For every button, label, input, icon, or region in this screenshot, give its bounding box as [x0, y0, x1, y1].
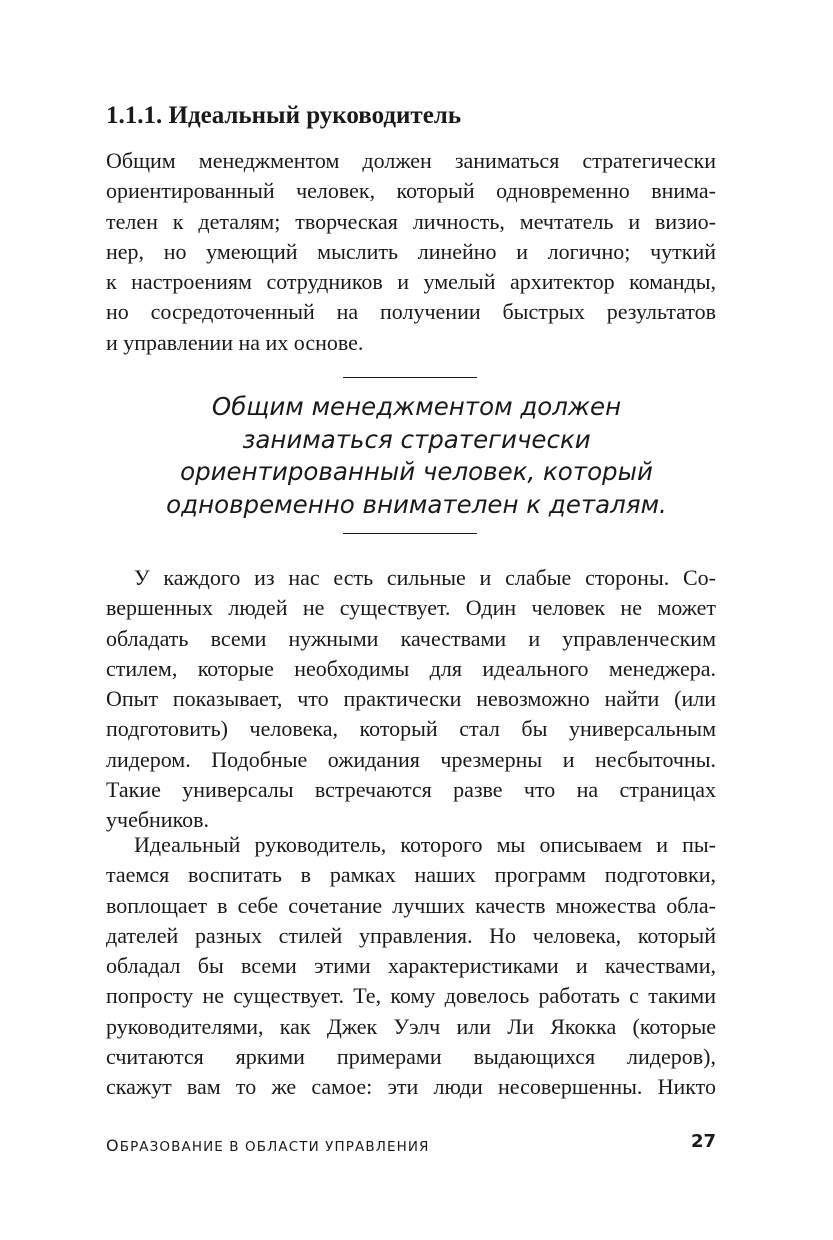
pull-quote-line: ориентированный человек, который: [180, 457, 653, 486]
paragraph-line: скажут вам то же самое: эти люди несовершенны. Никто: [106, 1074, 716, 1100]
paragraph-line: телен к деталям; творческая личность, мечтатель и визио-: [106, 208, 716, 234]
paragraph-intro: [106, 146, 716, 358]
paragraph-line: обладать всеми нужными качествами и управленческим: [106, 625, 716, 651]
paragraph-line: стилем, которые необходимы для идеального менеджера.: [106, 655, 716, 681]
page-number: 27: [690, 1131, 716, 1152]
pull-quote-bottom-rule: [343, 533, 477, 534]
paragraph-line: лидером. Подобные ожидания чрезмерны и несбыточны.: [106, 746, 716, 772]
paragraph-line: но сосредоточенный на получении быстрых результатов: [106, 299, 716, 325]
paragraph-line: к настроениям сотрудников и умелый архитектор команды,: [106, 269, 716, 295]
paragraph-line: Общим менеджментом должен заниматься стратегически: [106, 148, 716, 173]
running-title: [106, 1136, 430, 1155]
section-heading: 1.1.1. Идеальный руководитель: [106, 102, 462, 129]
paragraph-line: Идеальный руководитель, которого мы описываем и пы-: [134, 832, 716, 857]
paragraph-line: руководителями, как Джек Уэлч или Ли Якокка (которые: [106, 1013, 716, 1039]
paragraph-line: Опыт показывает, что практически невозможно найти (или: [106, 686, 716, 712]
paragraph-line: попросту не существует. Те, кому довелось работать с такими: [106, 983, 716, 1009]
paragraph-line: таемся воспитать в рамках наших программ подготовки,: [106, 862, 716, 888]
running-title-rest: БРАЗОВАНИЕ В ОБЛАСТИ УПРАВЛЕНИЯ: [119, 1139, 430, 1155]
paragraph-line: воплощает в себе сочетание лучших качеств множества обла-: [106, 892, 716, 918]
paragraph-line: и управлении на их основе.: [106, 329, 364, 355]
pull-quote-line: Общим менеджментом должен: [211, 392, 622, 421]
paragraph-strengths: [106, 563, 716, 836]
paragraph-line: подготовить) человека, который стал бы универсальным: [106, 716, 716, 742]
running-title-initial: О: [106, 1136, 120, 1155]
pull-quote: [100, 391, 733, 521]
paragraph-line: учебников.: [106, 807, 210, 833]
paragraph-line: дателей разных стилей управления. Но человека, который: [106, 922, 716, 948]
paragraph-line: вершенных людей не существует. Один человек не может: [106, 595, 716, 621]
pull-quote-line: заниматься стратегически: [242, 424, 591, 454]
pull-quote-top-rule: [343, 377, 477, 378]
paragraph-ideal-leader: [106, 830, 716, 1103]
paragraph-line: Такие универсалы встречаются разве что на страницах: [106, 777, 716, 803]
paragraph-line: ориентированный человек, который одновременно внима-: [106, 178, 716, 204]
paragraph-line: обладал бы всеми этими характеристиками и качествами,: [106, 953, 716, 979]
paragraph-line: нер, но умеющий мыслить линейно и логично; чуткий: [106, 238, 716, 264]
paragraph-line: считаются яркими примерами выдающихся лидеров),: [106, 1044, 716, 1070]
pull-quote-line: одновременно внимателен к деталям.: [166, 489, 667, 519]
paragraph-line: У каждого из нас есть сильные и слабые стороны. Со-: [134, 565, 716, 590]
